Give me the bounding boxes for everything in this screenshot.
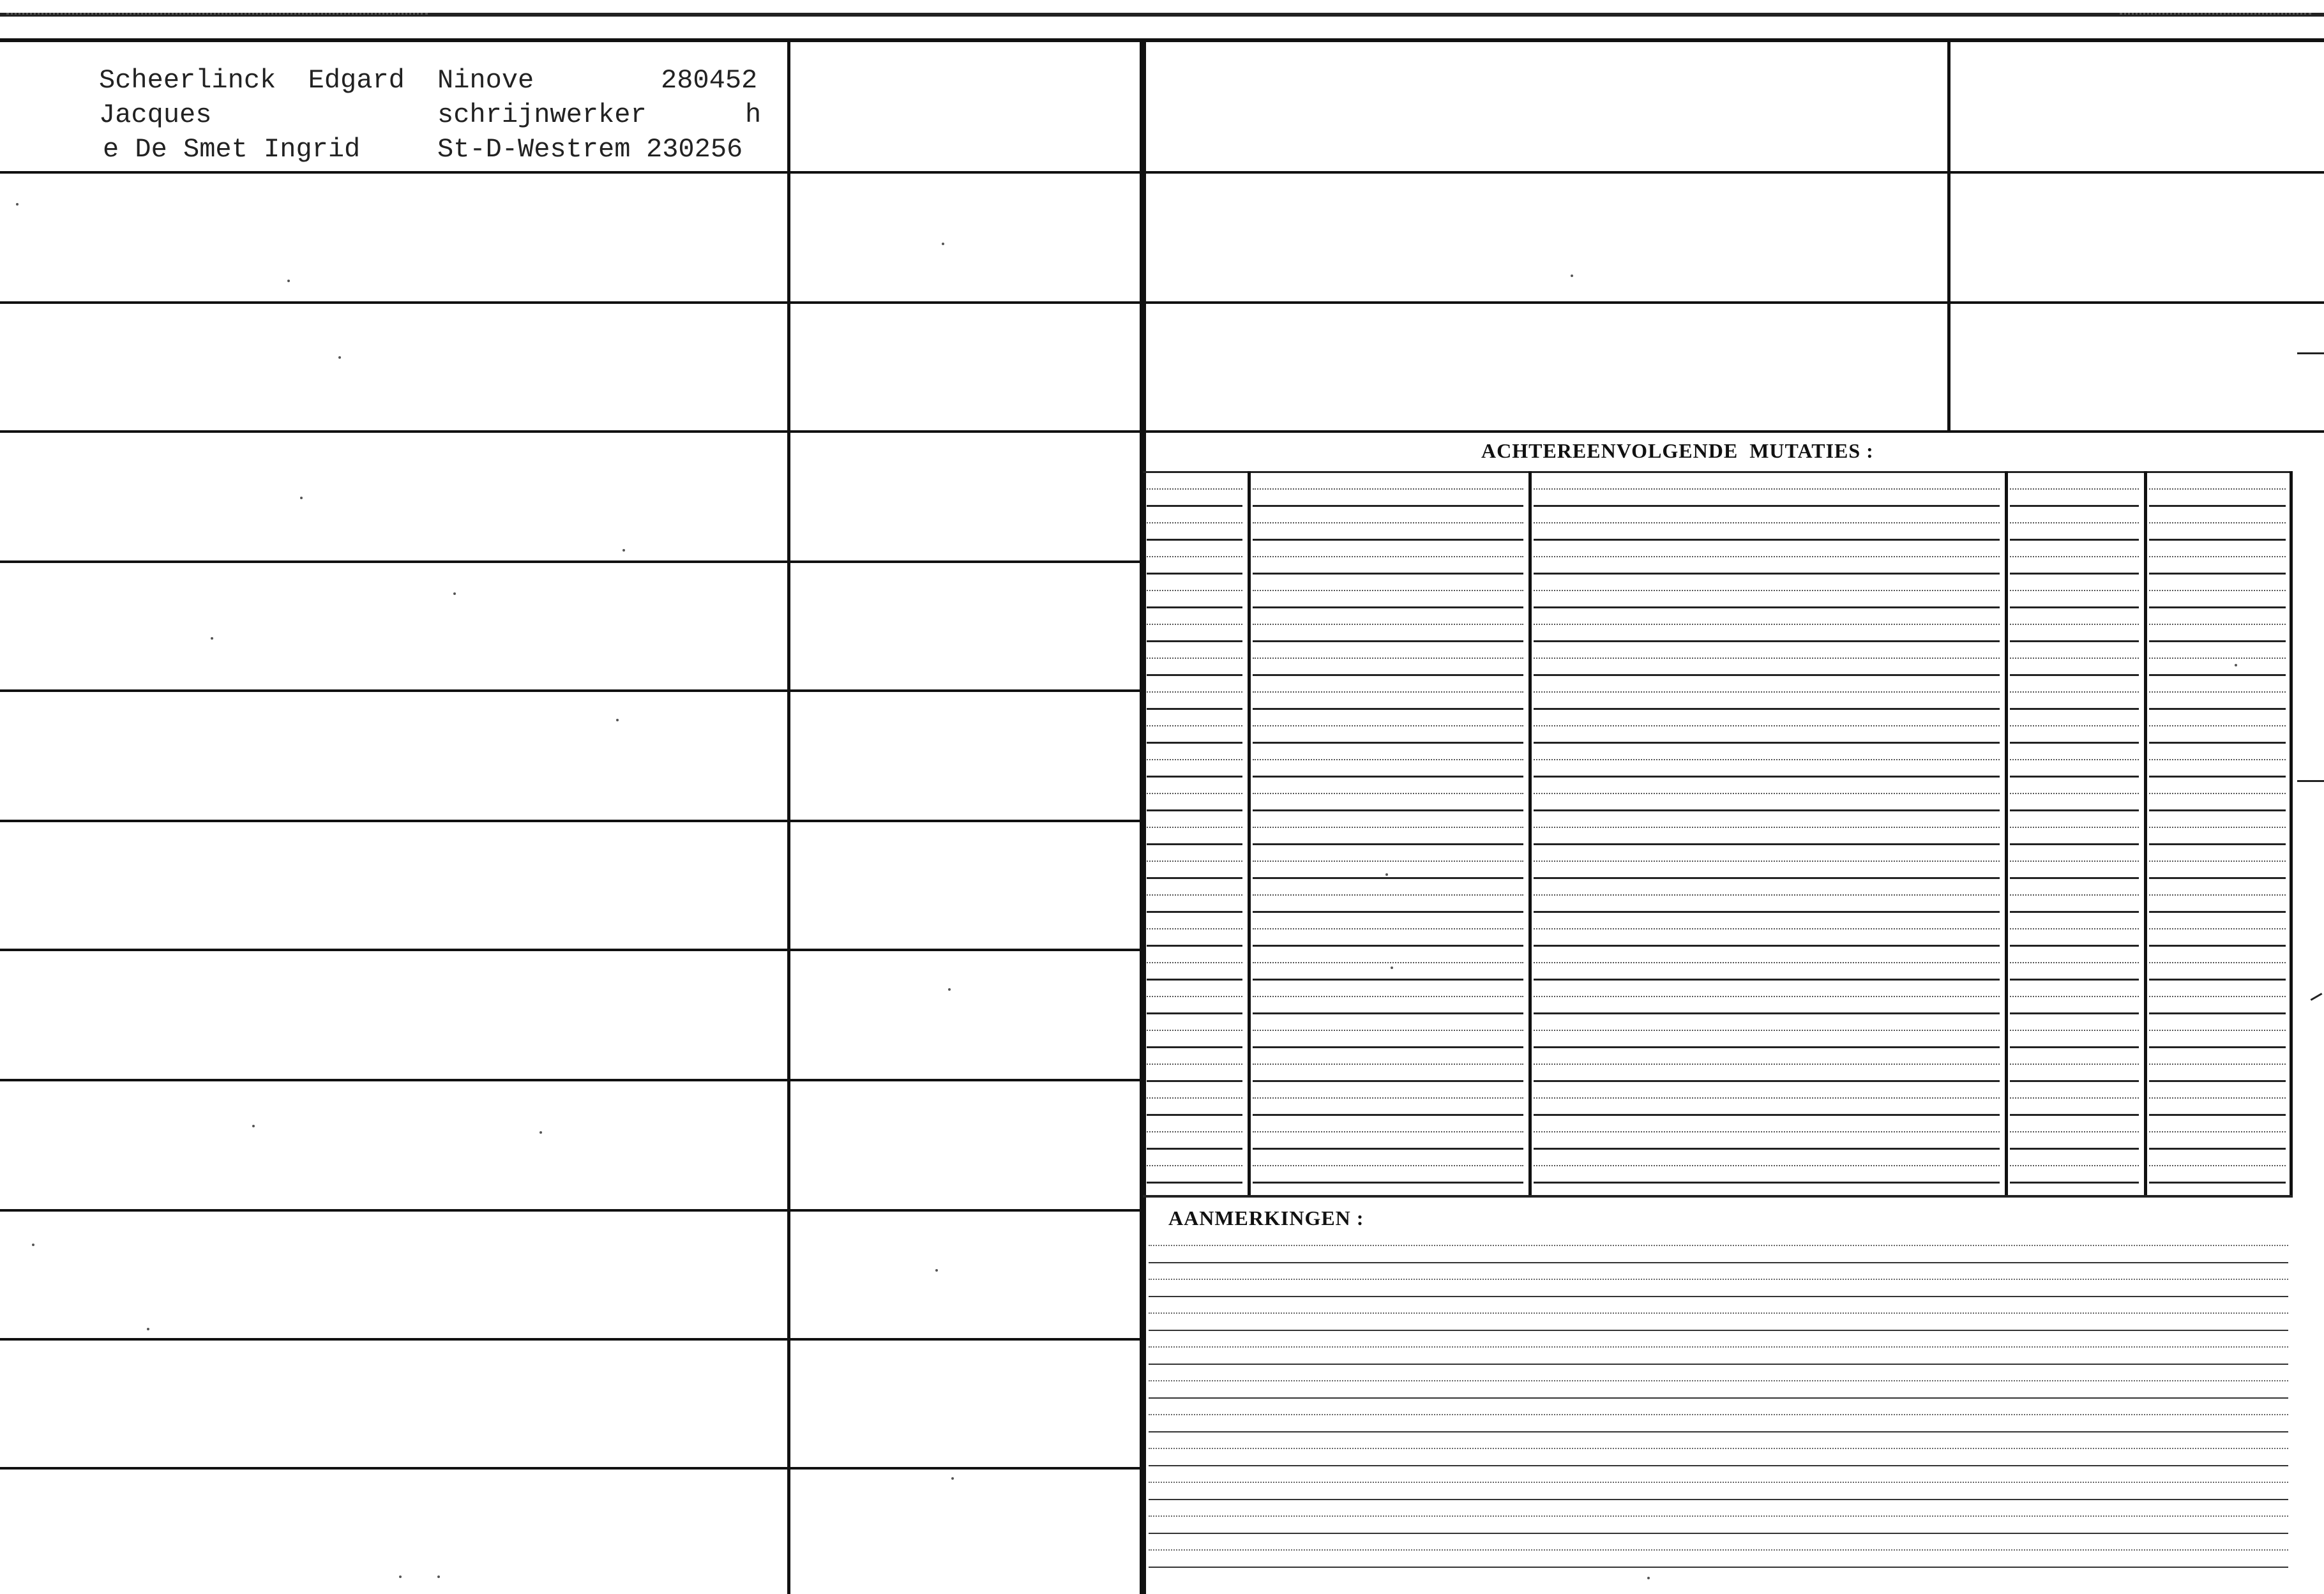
- mutations-dotted-rule: [1534, 928, 2000, 929]
- mutations-rule: [2010, 505, 2139, 507]
- mutations-rule: [2149, 911, 2286, 913]
- mutations-rule: [2010, 708, 2139, 710]
- remarks-rule: [1149, 1533, 2288, 1534]
- mutations-rule: [2010, 640, 2139, 642]
- mutations-rule: [1147, 911, 1242, 913]
- mutations-rule: [2149, 674, 2286, 676]
- mutations-rule: [1147, 945, 1242, 947]
- mutations-dotted-rule: [1534, 725, 2000, 726]
- entry-name-2: Jacques: [99, 100, 212, 130]
- mutations-dotted-rule: [2149, 590, 2286, 591]
- mutations-dotted-rule: [2149, 522, 2286, 523]
- left-row-line: [0, 949, 1143, 951]
- mutations-rule: [1253, 1182, 1523, 1184]
- mutations-dotted-rule: [2010, 590, 2139, 591]
- mutations-rule: [1253, 979, 1523, 981]
- mutations-dotted-rule: [2149, 488, 2286, 490]
- mutations-rows: [1143, 471, 2292, 1198]
- mutations-rule: [2149, 843, 2286, 845]
- mutations-rule: [2149, 1046, 2286, 1048]
- mutations-dotted-rule: [2149, 1165, 2286, 1166]
- mutations-rule: [1147, 1012, 1242, 1014]
- scan-speck: [211, 637, 213, 640]
- scan-speck: [951, 1477, 954, 1480]
- mutations-rule: [2010, 742, 2139, 744]
- scan-speck: [437, 1575, 440, 1578]
- mutations-rule: [2010, 945, 2139, 947]
- mutations-rule: [1253, 843, 1523, 845]
- mutations-dotted-rule: [2010, 894, 2139, 896]
- mutations-rule: [2010, 1080, 2139, 1082]
- mutations-rule: [2149, 606, 2286, 608]
- mutations-rule: [1534, 776, 2000, 778]
- left-row-line: [0, 1079, 1143, 1081]
- mutations-rule: [2010, 911, 2139, 913]
- mutations-rule: [2010, 539, 2139, 541]
- mutations-rule: [1147, 539, 1242, 541]
- mutations-rule: [2010, 1114, 2139, 1116]
- remarks-rule: [1149, 1465, 2288, 1466]
- mutations-dotted-rule: [1253, 894, 1523, 896]
- mutations-dotted-rule: [1147, 1064, 1242, 1065]
- mutations-dotted-rule: [1147, 488, 1242, 490]
- mutations-dotted-rule: [1147, 1131, 1242, 1132]
- mutations-rule: [1534, 674, 2000, 676]
- mutations-rule: [1534, 742, 2000, 744]
- mutations-bottom-border: [1143, 1195, 2292, 1198]
- mutations-rule: [1253, 708, 1523, 710]
- mutations-dotted-rule: [2149, 793, 2286, 794]
- mutations-dotted-rule: [2149, 658, 2286, 659]
- right-row-line: [1143, 171, 2324, 174]
- mutations-rule: [1147, 1182, 1242, 1184]
- mutations-dotted-rule: [1147, 894, 1242, 896]
- edge-mark: [2297, 352, 2324, 354]
- mutations-dotted-rule: [2010, 928, 2139, 929]
- remarks-heading: AANMERKINGEN :: [1168, 1207, 1364, 1229]
- right-row-line: [1143, 430, 2324, 433]
- mutations-dotted-rule: [1147, 759, 1242, 760]
- mutations-rule: [2010, 979, 2139, 981]
- left-col-divider: [787, 41, 790, 1594]
- mutations-rule: [2149, 539, 2286, 541]
- mutations-dotted-rule: [1534, 1131, 2000, 1132]
- scan-speck: [147, 1328, 149, 1330]
- mutations-rule: [1147, 708, 1242, 710]
- mutations-dotted-rule: [1253, 590, 1523, 591]
- mutations-dotted-rule: [1147, 861, 1242, 862]
- mutations-rule: [2149, 708, 2286, 710]
- mutations-rule: [2010, 1182, 2139, 1184]
- scan-speck: [399, 1575, 402, 1578]
- mutations-rule: [2010, 877, 2139, 879]
- edge-mark: [2311, 993, 2323, 1001]
- mutations-rule: [2149, 742, 2286, 744]
- mutations-rule: [1147, 1114, 1242, 1116]
- mutations-dotted-rule: [1534, 590, 2000, 591]
- entry-name-1: Scheerlinck Edgard: [99, 65, 405, 96]
- mutations-dotted-rule: [1147, 522, 1242, 523]
- remarks-rule: [1149, 1296, 2288, 1297]
- left-row-line: [0, 301, 1143, 304]
- mutations-rule: [1253, 1046, 1523, 1048]
- mutations-rule: [2149, 505, 2286, 507]
- mutations-rule: [1147, 505, 1242, 507]
- scan-speck: [1391, 966, 1393, 969]
- mutations-rule: [1534, 843, 2000, 845]
- mutations-rule: [2010, 1012, 2139, 1014]
- mutations-dotted-rule: [2149, 624, 2286, 625]
- mutations-dotted-rule: [1147, 793, 1242, 794]
- scan-speck: [948, 988, 951, 991]
- remarks-dotted-rule: [1149, 1245, 2288, 1246]
- mutations-rule: [2010, 674, 2139, 676]
- edge-mark: [2297, 780, 2324, 782]
- mutations-rule: [2010, 573, 2139, 575]
- mutations-dotted-rule: [1147, 1165, 1242, 1166]
- mutations-dotted-rule: [1534, 1097, 2000, 1099]
- mutations-dotted-rule: [1534, 556, 2000, 557]
- mutations-dotted-rule: [1534, 522, 2000, 523]
- mutations-rule: [2010, 1046, 2139, 1048]
- mutations-dotted-rule: [1253, 1064, 1523, 1065]
- mutations-rule: [1147, 742, 1242, 744]
- mutations-rule: [1147, 979, 1242, 981]
- mutations-dotted-rule: [1534, 894, 2000, 896]
- mutations-rule: [1253, 539, 1523, 541]
- mutations-dotted-rule: [2010, 861, 2139, 862]
- mutations-rule: [1253, 640, 1523, 642]
- mutations-dotted-rule: [2149, 1097, 2286, 1099]
- mutations-dotted-rule: [2010, 624, 2139, 625]
- remarks-rule: [1149, 1364, 2288, 1365]
- mutations-rule: [1253, 1148, 1523, 1150]
- mutations-rule: [1253, 674, 1523, 676]
- mutations-dotted-rule: [2010, 1097, 2139, 1099]
- left-row-line: [0, 820, 1143, 822]
- remarks-dotted-rule: [1149, 1515, 2288, 1517]
- mutations-dotted-rule: [2010, 793, 2139, 794]
- remarks-rule: [1149, 1499, 2288, 1500]
- mutations-dotted-rule: [2010, 996, 2139, 997]
- mutations-rule: [1253, 573, 1523, 575]
- entry-name-3: e De Smet Ingrid: [103, 134, 361, 165]
- mutations-dotted-rule: [2149, 1030, 2286, 1031]
- mutations-dotted-rule: [1147, 1030, 1242, 1031]
- left-row-line: [0, 689, 1143, 692]
- mutations-rule: [1534, 1012, 2000, 1014]
- left-row-line: [0, 560, 1143, 563]
- mutations-table: [1143, 471, 2292, 1198]
- mutations-rule: [2010, 606, 2139, 608]
- scan-speck: [32, 1244, 34, 1246]
- mutations-dotted-rule: [1147, 1097, 1242, 1099]
- mutations-dotted-rule: [2010, 658, 2139, 659]
- mutations-dotted-rule: [2010, 759, 2139, 760]
- mutations-dotted-rule: [1253, 522, 1523, 523]
- mutations-dotted-rule: [1147, 827, 1242, 828]
- mutations-dotted-rule: [2010, 488, 2139, 490]
- mutations-rule: [1147, 674, 1242, 676]
- mutations-dotted-rule: [1253, 928, 1523, 929]
- mutations-dotted-rule: [1534, 658, 2000, 659]
- mutations-rule: [1534, 945, 2000, 947]
- mutations-dotted-rule: [2149, 556, 2286, 557]
- scan-speck: [453, 592, 456, 595]
- mutations-rule: [1534, 1182, 2000, 1184]
- mutations-heading: ACHTEREENVOLGENDE MUTATIES :: [1481, 439, 1874, 462]
- mutations-dotted-rule: [1534, 1165, 2000, 1166]
- mutations-rule: [1147, 776, 1242, 778]
- mutations-rule: [1147, 606, 1242, 608]
- mutations-dotted-rule: [1147, 725, 1242, 726]
- mutations-dotted-rule: [2010, 1064, 2139, 1065]
- entry-row: [99, 65, 776, 167]
- remarks-rule: [1149, 1431, 2288, 1432]
- mutations-rule: [2149, 809, 2286, 811]
- mutations-dotted-rule: [2149, 894, 2286, 896]
- mutations-rule: [2010, 1148, 2139, 1150]
- mutations-dotted-rule: [1147, 658, 1242, 659]
- remarks-rule: [1149, 1330, 2288, 1331]
- mutations-rule: [2149, 945, 2286, 947]
- mutations-dotted-rule: [1253, 996, 1523, 997]
- scan-speck: [616, 719, 619, 721]
- mutations-rule: [1253, 877, 1523, 879]
- mutations-dotted-rule: [1534, 691, 2000, 693]
- mutations-dotted-rule: [1534, 962, 2000, 963]
- mutations-dotted-rule: [2149, 861, 2286, 862]
- mutations-dotted-rule: [2010, 827, 2139, 828]
- remarks-rule: [1149, 1397, 2288, 1399]
- mutations-dotted-rule: [1147, 691, 1242, 693]
- remarks-dotted-rule: [1149, 1346, 2288, 1348]
- entry-date-3: 230256: [646, 134, 743, 165]
- mutations-rule: [2149, 877, 2286, 879]
- mutations-dotted-rule: [2149, 996, 2286, 997]
- mutations-dotted-rule: [1253, 658, 1523, 659]
- remarks-rule: [1149, 1262, 2288, 1263]
- mutations-dotted-rule: [1253, 624, 1523, 625]
- mutations-rule: [2149, 1080, 2286, 1082]
- remarks-dotted-rule: [1149, 1279, 2288, 1280]
- scan-speck: [252, 1125, 255, 1127]
- mutations-rule: [1253, 606, 1523, 608]
- mutations-rule: [1534, 1046, 2000, 1048]
- mutations-rule: [1147, 809, 1242, 811]
- mutations-rule: [1147, 1080, 1242, 1082]
- mutations-rule: [1534, 979, 2000, 981]
- mutations-dotted-rule: [1534, 488, 2000, 490]
- top-scribble-right: [2120, 4, 2311, 15]
- mutations-rule: [2010, 843, 2139, 845]
- mutations-dotted-rule: [1253, 1097, 1523, 1099]
- scan-speck: [1385, 873, 1388, 876]
- mutations-rule: [1534, 539, 2000, 541]
- mutations-dotted-rule: [1253, 1030, 1523, 1031]
- scan-speck: [16, 203, 19, 206]
- entry-date-1: 280452: [661, 65, 758, 96]
- mutations-dotted-rule: [1534, 1064, 2000, 1065]
- entry-place-2: schrijnwerker: [437, 100, 647, 130]
- top-scribble-left: [6, 4, 428, 15]
- remarks-dotted-rule: [1149, 1482, 2288, 1483]
- mutations-dotted-rule: [2010, 1131, 2139, 1132]
- remarks-dotted-rule: [1149, 1414, 2288, 1415]
- mutations-rule: [1253, 911, 1523, 913]
- mutations-dotted-rule: [1534, 624, 2000, 625]
- mutations-rule: [2149, 979, 2286, 981]
- remarks-lines: [1146, 1245, 2292, 1594]
- mutations-rule: [1534, 1148, 2000, 1150]
- mutations-dotted-rule: [2010, 556, 2139, 557]
- mutations-dotted-rule: [1147, 996, 1242, 997]
- mutations-rule: [1534, 877, 2000, 879]
- mutations-rule: [1534, 809, 2000, 811]
- mutations-dotted-rule: [2010, 1165, 2139, 1166]
- mutations-dotted-rule: [2010, 691, 2139, 693]
- mutations-rule: [2149, 640, 2286, 642]
- mutations-dotted-rule: [2010, 522, 2139, 523]
- scan-speck: [2235, 664, 2237, 666]
- left-row-line: [0, 1338, 1143, 1341]
- mutations-rule: [2149, 1148, 2286, 1150]
- scan-speck: [300, 497, 303, 499]
- remarks-dotted-rule: [1149, 1380, 2288, 1381]
- mutations-dotted-rule: [1253, 759, 1523, 760]
- mutations-rule: [2010, 776, 2139, 778]
- left-row-line: [0, 430, 1143, 433]
- mutations-rule: [1534, 505, 2000, 507]
- remarks-dotted-rule: [1149, 1312, 2288, 1314]
- mutations-rule: [2149, 1114, 2286, 1116]
- left-row-line: [0, 171, 1143, 174]
- mutations-rule: [1534, 573, 2000, 575]
- left-row-line: [0, 1209, 1143, 1212]
- mutations-dotted-rule: [1147, 928, 1242, 929]
- scan-speck: [540, 1131, 542, 1134]
- mutations-dotted-rule: [1253, 827, 1523, 828]
- remarks-dotted-rule: [1149, 1549, 2288, 1551]
- entry-place-3: St-D-Westrem: [437, 134, 631, 165]
- mutations-dotted-rule: [1147, 590, 1242, 591]
- mutations-dotted-rule: [2149, 928, 2286, 929]
- mutations-dotted-rule: [1534, 1030, 2000, 1031]
- mutations-rule: [1147, 877, 1242, 879]
- mutations-rule: [1253, 505, 1523, 507]
- mutations-dotted-rule: [2010, 725, 2139, 726]
- mutations-rule: [1253, 1080, 1523, 1082]
- mutations-rule: [2010, 809, 2139, 811]
- mutations-rule: [1253, 1114, 1523, 1116]
- mutations-rule: [1253, 1012, 1523, 1014]
- mutations-rule: [1253, 776, 1523, 778]
- scan-speck: [1571, 274, 1573, 277]
- mutations-dotted-rule: [1253, 1131, 1523, 1132]
- mutations-dotted-rule: [2010, 962, 2139, 963]
- mutations-dotted-rule: [1534, 861, 2000, 862]
- mutations-rule: [1147, 1148, 1242, 1150]
- mutations-rule: [1534, 606, 2000, 608]
- mutations-rule: [1534, 911, 2000, 913]
- mutations-dotted-rule: [1534, 759, 2000, 760]
- mutations-dotted-rule: [1534, 996, 2000, 997]
- mutations-rule: [1534, 1114, 2000, 1116]
- mutations-rule: [1147, 640, 1242, 642]
- mutations-dotted-rule: [1534, 827, 2000, 828]
- left-row-line: [0, 1467, 1143, 1470]
- mutations-rule: [2149, 776, 2286, 778]
- entry-date-2: h: [745, 100, 762, 130]
- mutations-rule: [2149, 1182, 2286, 1184]
- header-rule: [0, 38, 2324, 42]
- mutations-rule: [1534, 708, 2000, 710]
- mutations-rule: [2149, 1012, 2286, 1014]
- mutations-dotted-rule: [1253, 962, 1523, 963]
- scan-speck: [287, 280, 290, 282]
- mutations-dotted-rule: [2149, 827, 2286, 828]
- scan-speck: [622, 549, 625, 552]
- mutations-rule: [1534, 640, 2000, 642]
- mutations-rule: [1147, 573, 1242, 575]
- mutations-dotted-rule: [2149, 759, 2286, 760]
- mutations-dotted-rule: [1147, 624, 1242, 625]
- mutations-dotted-rule: [2149, 725, 2286, 726]
- mutations-dotted-rule: [1534, 793, 2000, 794]
- entry-place-1: Ninove: [437, 65, 534, 96]
- mutations-dotted-rule: [1253, 1165, 1523, 1166]
- mutations-dotted-rule: [1147, 962, 1242, 963]
- scan-speck: [942, 243, 944, 245]
- mutations-dotted-rule: [1253, 793, 1523, 794]
- mutations-rule: [1534, 1080, 2000, 1082]
- mutations-dotted-rule: [1253, 691, 1523, 693]
- mutations-dotted-rule: [2010, 1030, 2139, 1031]
- mutations-rule: [1253, 945, 1523, 947]
- right-row-line: [1143, 301, 2324, 304]
- mutations-dotted-rule: [2149, 691, 2286, 693]
- mutations-rule: [1253, 809, 1523, 811]
- mutations-dotted-rule: [1253, 556, 1523, 557]
- remarks-rule: [1149, 1567, 2288, 1568]
- scan-speck: [935, 1269, 938, 1272]
- scan-speck: [338, 356, 341, 359]
- mutations-dotted-rule: [1253, 861, 1523, 862]
- mutations-dotted-rule: [2149, 1064, 2286, 1065]
- mutations-rule: [1147, 843, 1242, 845]
- mutations-dotted-rule: [1147, 556, 1242, 557]
- mutations-dotted-rule: [1253, 725, 1523, 726]
- mutations-dotted-rule: [2149, 1131, 2286, 1132]
- mutations-rule: [2149, 573, 2286, 575]
- mutations-rule: [1147, 1046, 1242, 1048]
- scan-speck: [1647, 1577, 1650, 1579]
- mutations-dotted-rule: [2149, 962, 2286, 963]
- right-block-divider: [1947, 41, 1950, 430]
- mutations-dotted-rule: [1253, 488, 1523, 490]
- mutations-rule: [1253, 742, 1523, 744]
- remarks-dotted-rule: [1149, 1448, 2288, 1449]
